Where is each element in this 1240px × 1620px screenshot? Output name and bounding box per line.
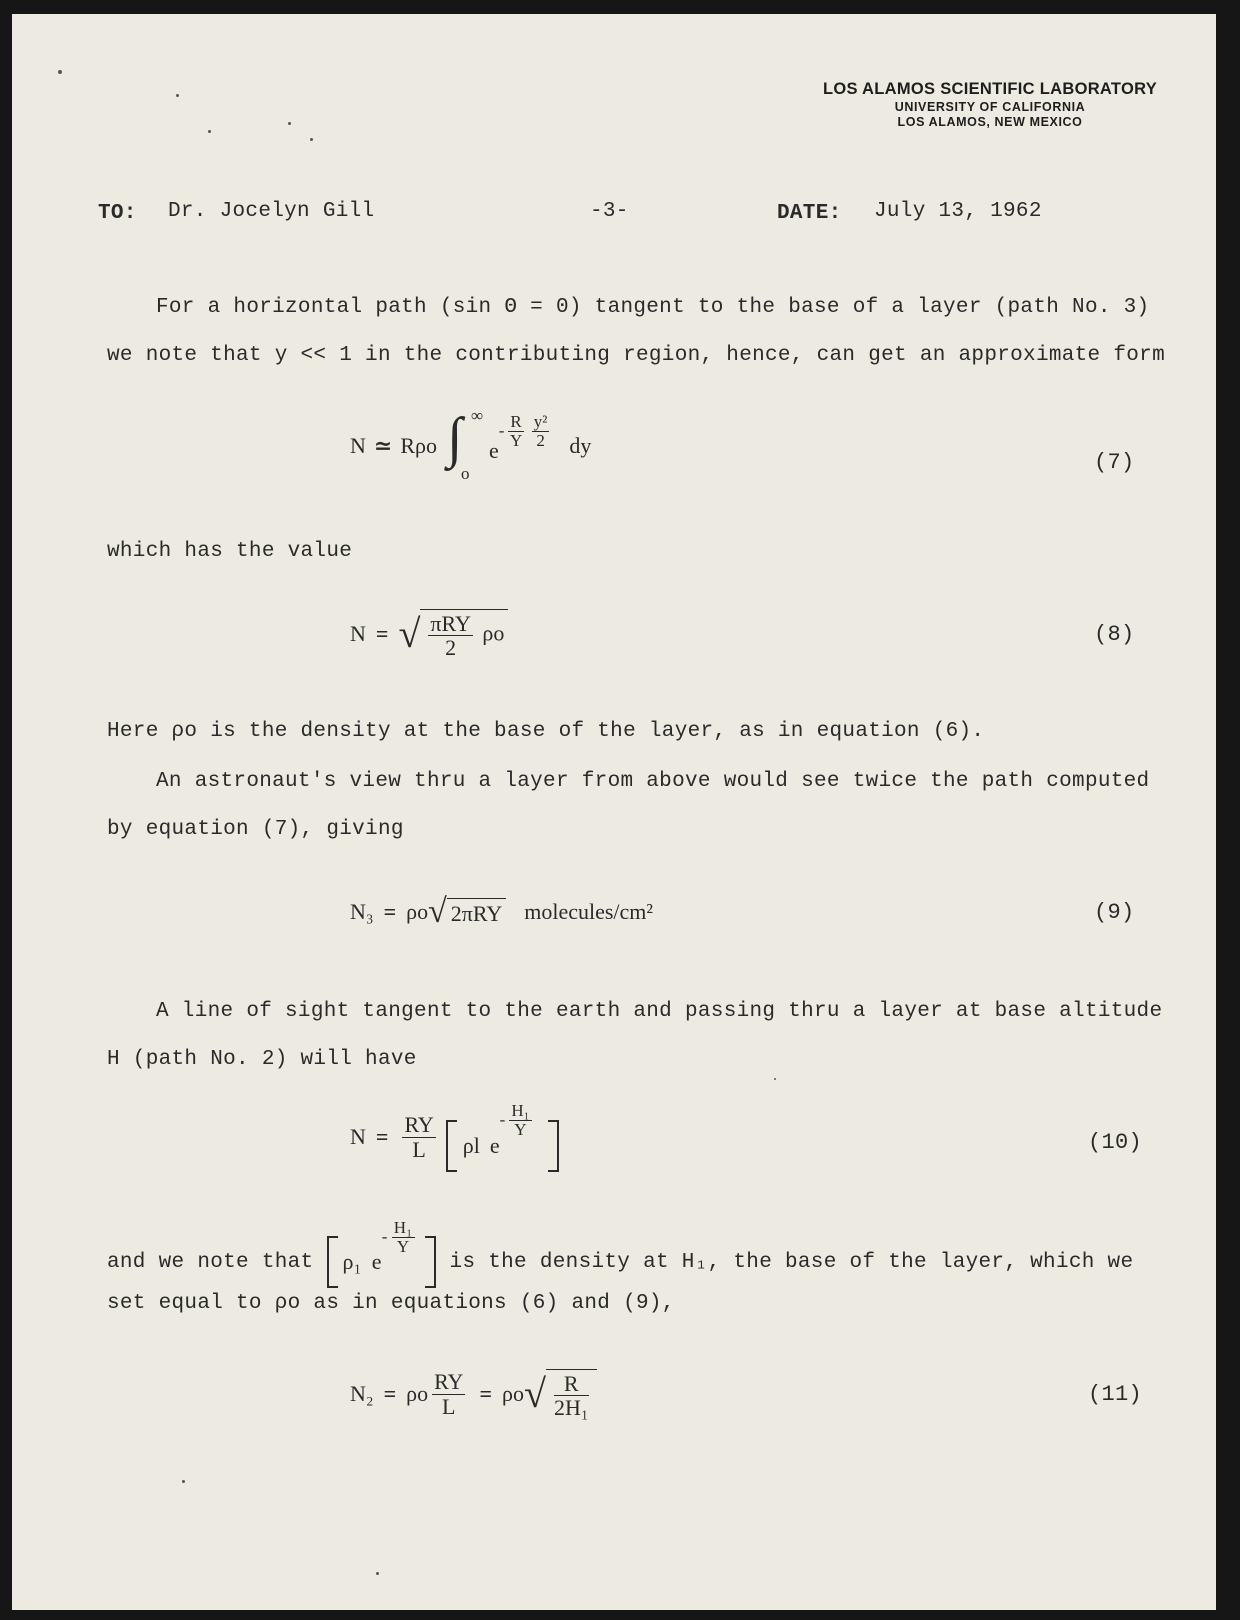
paper-speck	[310, 138, 313, 141]
eq7-differential: dy	[569, 433, 592, 458]
eq10-den: L	[412, 1136, 426, 1162]
eq7-exp2-fraction	[532, 413, 550, 450]
date-value: July 13, 1962	[874, 200, 1042, 223]
equation-number: (8)	[1094, 622, 1135, 647]
letterhead-location: LOS ALAMOS, NEW MEXICO	[897, 115, 1083, 129]
eq7-exp2-num: y²	[533, 411, 548, 431]
eq10-fraction	[402, 1113, 435, 1160]
eq10-equals: =	[375, 1124, 389, 1149]
eq7-base: e	[488, 438, 499, 463]
paragraph-line: A line of sight tangent to the earth and passing thru a layer at base altitude	[156, 1000, 1163, 1023]
eq10-base: e	[489, 1133, 500, 1158]
radical-icon: √	[428, 893, 447, 930]
equation-7	[350, 406, 591, 486]
eq11-num: RY	[434, 1369, 464, 1395]
paragraph-line: set equal to ρo as in equations (6) and (9),	[107, 1292, 675, 1315]
eq7-approx: ≃	[373, 433, 393, 458]
memo-page	[12, 14, 1216, 1610]
equation-8	[350, 604, 508, 664]
left-bracket	[446, 1120, 457, 1172]
equation-number: (10)	[1088, 1130, 1143, 1155]
eq10-exp-num: H₁	[511, 1100, 530, 1120]
eq11-equals-2: =	[479, 1381, 492, 1406]
eq7-lhs: N	[350, 433, 366, 458]
eq7-factor: Rρo	[400, 433, 437, 458]
to-label: TO:	[98, 202, 137, 225]
eq10-lhs: N	[350, 1124, 366, 1149]
eq9-lhs: N₃	[350, 899, 374, 924]
paper-speck	[182, 1480, 185, 1483]
inline-exp-num: H₁	[393, 1217, 413, 1237]
paper-speck	[208, 130, 211, 133]
integral-icon: ∫	[446, 407, 463, 469]
eq11-fraction	[432, 1370, 465, 1417]
paper-speck	[58, 70, 62, 74]
eq7-exp-sign: -	[498, 421, 505, 440]
paragraph-line: by equation (7), giving	[107, 818, 404, 841]
eq9-equals: =	[383, 899, 397, 924]
eq10-exp-fraction	[509, 1102, 531, 1139]
radical-icon: √	[523, 1371, 546, 1416]
paragraph-line: H (path No. 2) will have	[107, 1048, 417, 1071]
eq11-den: L	[442, 1393, 456, 1419]
right-bracket	[425, 1236, 436, 1288]
to-recipient: Dr. Jocelyn Gill	[168, 200, 375, 223]
letterhead-university: UNIVERSITY OF CALIFORNIA	[894, 100, 1086, 114]
eq7-lower-limit: o	[460, 464, 470, 483]
eq8-lhs: N	[350, 621, 366, 646]
eq10-num: RY	[404, 1112, 434, 1138]
eq10-exp-den: Y	[514, 1119, 527, 1139]
eq10-rho: ρl	[462, 1133, 480, 1158]
eq7-exp-den: Y	[509, 430, 523, 450]
paragraph-line: which has the value	[107, 540, 353, 563]
inline-exp-fraction	[392, 1219, 415, 1256]
inline-text-before: and we note that	[107, 1250, 314, 1274]
paper-speck	[288, 122, 291, 125]
paper-speck	[376, 1572, 379, 1575]
eq11-radicand	[546, 1369, 597, 1419]
eq8-radicand	[420, 609, 508, 659]
inline-exp-den: Y	[396, 1236, 410, 1256]
eq11-rad-fraction	[554, 1372, 589, 1419]
equation-number: (9)	[1094, 900, 1135, 925]
eq10-exponent	[500, 1102, 536, 1139]
inline-exp-sign: -	[381, 1227, 388, 1246]
left-bracket	[327, 1236, 338, 1288]
eq9-factor: ρo	[406, 899, 429, 924]
equation-number: (11)	[1088, 1382, 1143, 1407]
right-bracket	[548, 1120, 559, 1172]
paragraph-line	[107, 1210, 1133, 1290]
eq11-factor: ρo	[406, 1381, 429, 1406]
eq7-exp-fraction	[508, 413, 523, 450]
eq8-fraction	[428, 612, 472, 659]
eq8-tail: ρo	[482, 620, 505, 646]
radical-icon: √	[398, 611, 421, 656]
equation-11	[350, 1364, 597, 1424]
eq7-integral-block	[443, 406, 489, 486]
paragraph-line: For a horizontal path (sin Θ = 0) tangent to the base of a layer (path No. 3)	[156, 296, 1150, 319]
eq7-exp-num: R	[510, 411, 522, 431]
page-number: -3-	[590, 200, 629, 223]
equation-10	[350, 1094, 559, 1180]
eq8-equals: =	[375, 621, 389, 646]
paragraph-line: Here ρo is the density at the base of the layer, as in equation (6).	[107, 720, 985, 743]
equation-9	[350, 884, 653, 940]
inline-exponent	[382, 1219, 419, 1256]
date-label: DATE:	[777, 202, 842, 225]
paragraph-line: An astronaut's view thru a layer from above would see twice the path computed	[156, 770, 1150, 793]
paragraph-line: we note that y << 1 in the contributing region, hence, can get an approximate form	[107, 344, 1165, 367]
eq11-lhs: N₂	[350, 1381, 374, 1406]
paper-speck	[774, 1078, 776, 1080]
eq11-equals: =	[383, 1381, 397, 1406]
eq7-exponent	[499, 413, 554, 450]
eq8-num: πRY	[430, 610, 471, 636]
eq11-factor-2: ρo	[502, 1381, 524, 1406]
letterhead-lab: LOS ALAMOS SCIENTIFIC LABORATORY	[822, 80, 1158, 98]
eq11-rad-den: 2H₁	[553, 1395, 589, 1420]
eq7-upper-limit: ∞	[470, 406, 484, 425]
eq10-exp-sign: -	[499, 1110, 506, 1129]
eq9-unit: molecules/cm²	[524, 899, 654, 924]
inline-base: e	[371, 1249, 382, 1274]
paper-speck	[176, 94, 179, 97]
equation-number: (7)	[1094, 450, 1135, 475]
letterhead	[780, 80, 1200, 129]
eq8-den: 2	[445, 635, 457, 660]
inline-text-after: is the density at H₁, the base of the layer, which we	[449, 1250, 1134, 1274]
eq11-rad-num: R	[554, 1372, 589, 1396]
eq9-radicand: 2πRY	[447, 898, 506, 927]
inline-rho: ρ₁	[342, 1249, 362, 1274]
eq7-exp2-den: 2	[536, 430, 545, 450]
